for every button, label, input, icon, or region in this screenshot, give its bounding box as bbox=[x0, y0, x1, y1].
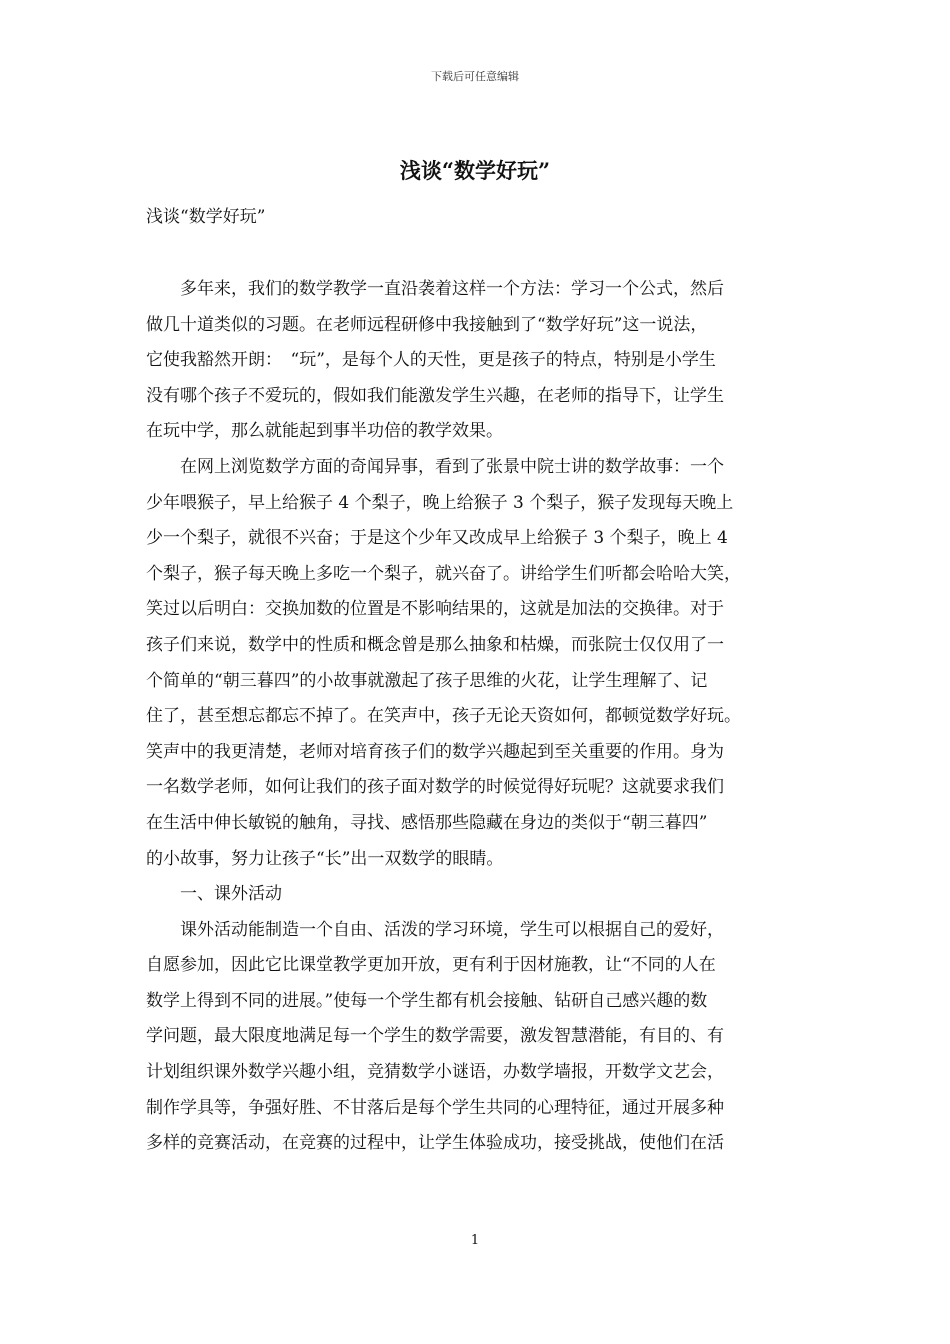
body-line: 少一个梨子，就很不兴奋；于是这个少年又改成早上给猴子 3 个梨子，晚上 4 bbox=[146, 528, 728, 549]
body-line: 数学上得到不同的进展。”使每一个学生都有机会接触、钻研自己感兴趣的数 bbox=[146, 990, 708, 1011]
body-line: 少年喂猴子，早上给猴子 4 个梨子，晚上给猴子 3 个梨子，猴子发现每天晚上 bbox=[146, 492, 734, 513]
page-number: 1 bbox=[470, 1233, 480, 1248]
body-line: 学问题，最大限度地满足每一个学生的数学需要，激发智慧潜能，有目的、有 bbox=[146, 1026, 724, 1047]
body-line: 个简单的“朝三暮四”的小故事就激起了孩子思维的火花，让学生理解了、记 bbox=[146, 670, 708, 691]
body-line: 个梨子，猴子每天晚上多吃一个梨子，就兴奋了。讲给学生们听都会哈哈大笑， bbox=[146, 563, 741, 584]
body-line: 制作学具等，争强好胜、不甘落后是每个学生共同的心理特征，通过开展多种 bbox=[146, 1097, 724, 1118]
body-line: 的小故事，努力让孩子“长”出一双数学的眼睛。 bbox=[146, 848, 504, 869]
body-line: 笑声中的我更清楚，老师对培育孩子们的数学兴趣起到至关重要的作用。身为 bbox=[146, 741, 724, 762]
body-line: 一、课外活动 bbox=[146, 884, 282, 905]
body-line: 在网上浏览数学方面的奇闻异事，看到了张景中院士讲的数学故事：一个 bbox=[146, 456, 724, 477]
header-note: 下载后可任意编辑 bbox=[431, 70, 519, 83]
body-line: 做几十道类似的习题。在老师远程研修中我接触到了“数学好玩”这一说法， bbox=[146, 314, 708, 335]
document-subtitle: 浅谈“数学好玩” bbox=[146, 207, 266, 227]
body-line: 多年来，我们的数学教学一直沿袭着这样一个方法：学习一个公式，然后 bbox=[146, 279, 724, 299]
body-text bbox=[146, 272, 808, 1162]
body-line: 在生活中伸长敏锐的触角，寻找、感悟那些隐藏在身边的类似于“朝三暮四” bbox=[146, 812, 708, 833]
body-line: 课外活动能制造一个自由、活泼的学习环境，学生可以根据自己的爱好， bbox=[146, 919, 724, 940]
body-line: 自愿参加，因此它比课堂教学更加开放，更有利于因材施教，让“不同的人在 bbox=[146, 955, 716, 976]
body-line: 孩子们来说，数学中的性质和概念曾是那么抽象和枯燥，而张院士仅仅用了一 bbox=[146, 634, 724, 655]
body-line: 没有哪个孩子不爱玩的，假如我们能激发学生兴趣，在老师的指导下，让学生 bbox=[146, 385, 724, 406]
body-line: 一名数学老师，如何让我们的孩子面对数学的时候觉得好玩呢？这就要求我们 bbox=[146, 777, 724, 798]
body-line: 住了，甚至想忘都忘不掉了。在笑声中，孩子无论天资如何，都顿觉数学好玩。 bbox=[146, 706, 741, 727]
document-title: 浅谈“数学好玩” bbox=[399, 158, 551, 183]
body-line: 笑过以后明白：交换加数的位置是不影响结果的，这就是加法的交换律。对于 bbox=[146, 599, 724, 620]
body-line: 计划组织课外数学兴趣小组，竞猜数学小谜语，办数学墙报，开数学文艺会， bbox=[146, 1062, 724, 1083]
body-line: 在玩中学，那么就能起到事半功倍的教学效果。 bbox=[146, 421, 503, 442]
body-line: 它使我豁然开朗： “玩”，是每个人的天性，更是孩子的特点，特别是小学生 bbox=[146, 350, 716, 371]
body-line: 多样的竞赛活动，在竞赛的过程中，让学生体验成功，接受挑战，使他们在活 bbox=[146, 1133, 724, 1154]
